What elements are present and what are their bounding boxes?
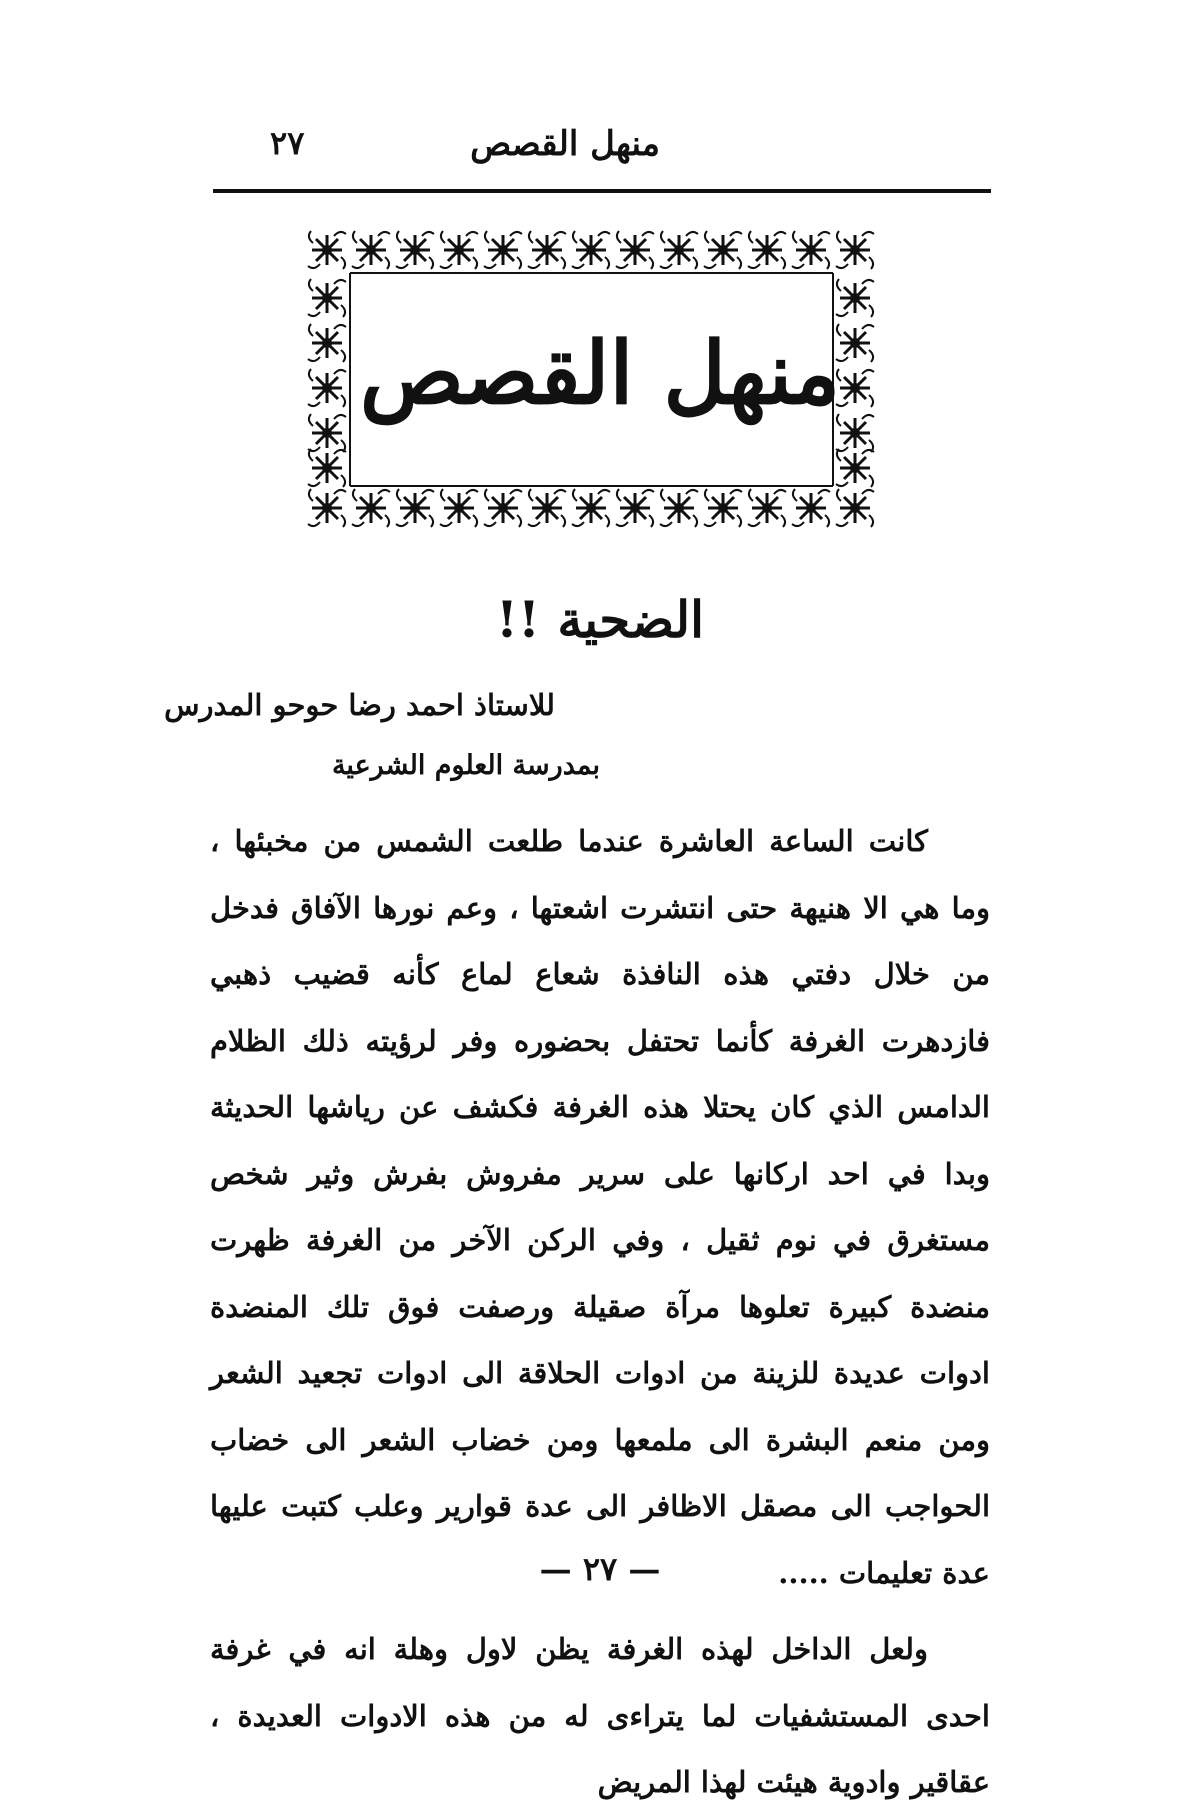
- paragraph: ولعل الداخل لهذه الغرفة يظن لاول وهلة انه في غرفة احدى المستشفيات لما يتراءى له من هذه الادوات العديدة ، عقاقير وادوية هيئت لهذا المريض: [210, 1632, 990, 1799]
- paragraph: كانت الساعة العاشرة عندما طلعت الشمس من مخبئها ، وما هي الا هنيهة حتى انتشرت اشعتها ، وعم نورها الآفاق فدخل من خلال دفتي هذه النافذة شعاع لماع كأنه قضيب ذهبي فازدهرت الغرفة كأنما تحتفل بحضوره وفر لرؤيته ذلك الظلام الدامس الذي كان يحتلا هذه الغرفة فكشف عن رياشها الحديثة وبدا في احد اركانها على سرير مفروش بفرش وثير شخص مستغرق في نوم ثقيل ، وفي الركن الآخر من الغرفة ظهرت منضدة كبيرة تعلوها مرآة صقيلة ورصفت فوق تلك المنضدة ادوات عديدة للزينة من ادوات الحلاقة الى ادوات تجعيد الشعر ومن منعم البشرة الى ملمعها ومن خضاب الشعر الى خضاب الحواجب الى مصقل الاظافر الى عدة قوارير وعلب كتبت عليها عدة تعليمات .....: [210, 824, 990, 1590]
- page-number-top: ٢٧: [270, 124, 305, 162]
- running-title: منهل القصص: [470, 124, 660, 164]
- story-title: الضحية !!: [496, 590, 704, 649]
- running-head: [210, 112, 990, 172]
- page-folio: — ٢٧ —: [539, 1550, 661, 1588]
- header-rule: [213, 189, 991, 193]
- banner-calligraphy-title: منهل القصص: [359, 323, 841, 424]
- decorative-banner: [305, 228, 895, 533]
- author-affiliation: بمدرسة العلوم الشرعية: [331, 750, 600, 781]
- author-byline: للاستاذ احمد رضا حوحو المدرس: [164, 688, 555, 722]
- article-body: [210, 808, 990, 1816]
